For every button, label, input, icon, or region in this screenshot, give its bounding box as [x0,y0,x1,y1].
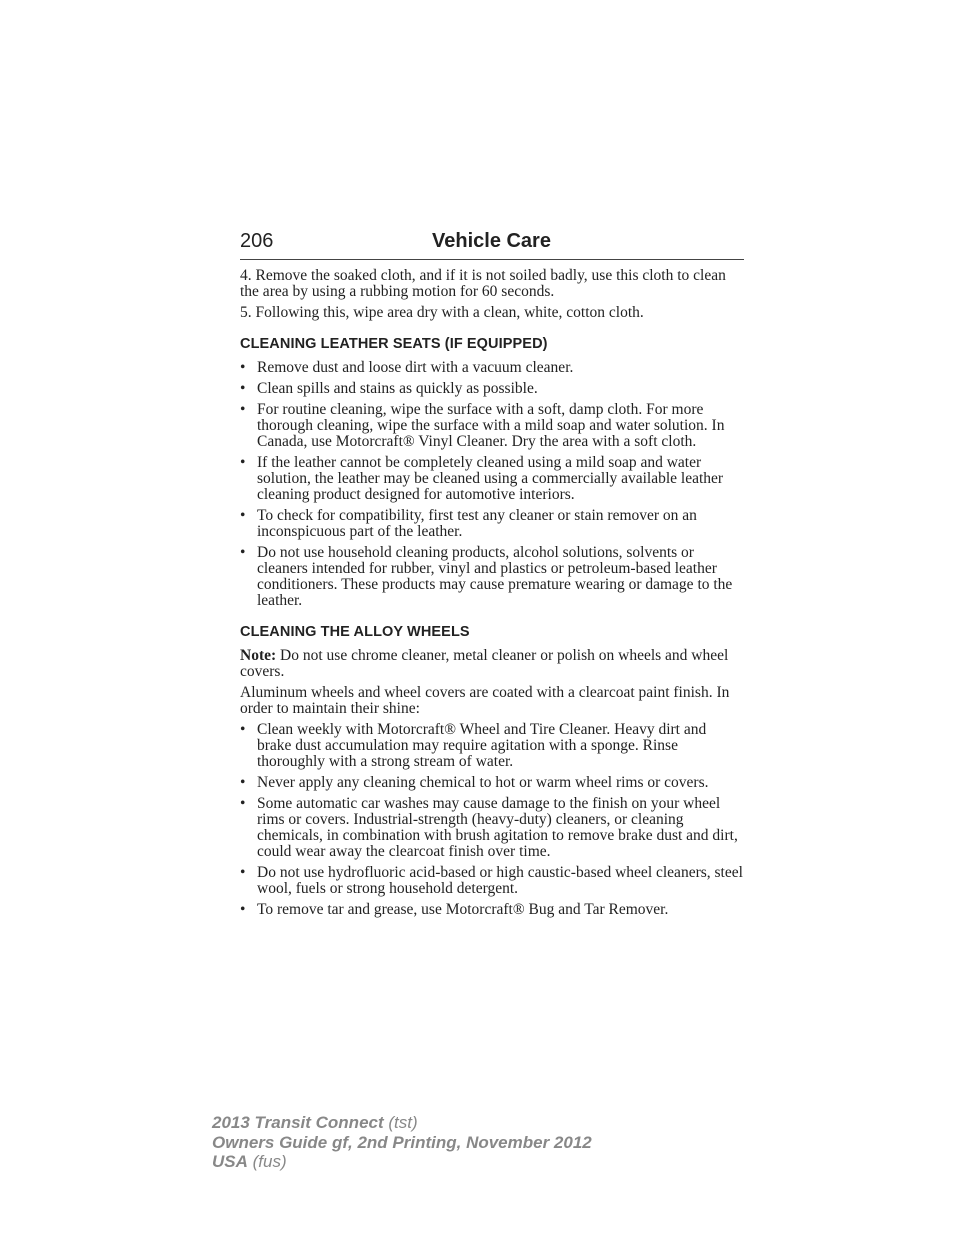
list-item: • Remove dust and loose dirt with a vacuum cleaner. [240,359,574,376]
footer-line-3: USA (fus) [212,1152,287,1171]
bullet-icon: • [240,864,246,881]
note-label: Note: [240,647,277,664]
list-item: • If the leather cannot be completely cleaned using a mild soap and water solution, the leather may be cleaned using a commercially available leather cleaning product designed for automotive interiors. [240,454,724,503]
bullet-icon: • [240,774,246,791]
bullet-icon: • [240,901,246,918]
note-text: Do not use chrome cleaner, metal cleaner or polish on wheels and wheel covers. [240,647,729,680]
section-title: Vehicle Care [432,230,551,252]
wheels-note [240,648,744,680]
list-item: • Clean weekly with Motorcraft® Wheel and Tire Cleaner. Heavy dirt and brake dust accumulation may require agitation with a sponge. Rinse thoroughly with a strong stream of water. [240,721,707,770]
list-item: • To check for compatibility, first test any cleaner or stain remover on an inconspicuous part of the leather. [240,507,697,540]
wheels-intro: Aluminum wheels and wheel covers are coated with a clearcoat paint finish. In order to maintain their shine: [240,684,730,717]
list-item: • Never apply any cleaning chemical to hot or warm wheel rims or covers. [240,774,709,791]
wheels-bullet-list [240,722,744,918]
list-item: • For routine cleaning, wipe the surface with a soft, damp cloth. For more thorough cleaning, wipe the surface with a mild soap and water solution. In Canada, use Motorcraft® Vinyl Cleaner. Dry the area with a soft cloth. [240,401,725,450]
bullet-icon: • [240,544,246,561]
list-item: • Some automatic car washes may cause damage to the finish on your wheel rims or covers. Industrial-strength (heavy-duty) cleaners, or cleaning chemicals, in combination with brush agitation to remove brake dust and dirt, could wear away the clearcoat finish over time. [240,795,738,860]
list-item: • Do not use hydrofluoric acid-based or high caustic-based wheel cleaners, steel wool, fuels or strong household detergent. [240,864,743,897]
bullet-icon: • [240,380,246,397]
page-footer [212,1113,592,1172]
bullet-icon: • [240,359,246,376]
list-item: • To remove tar and grease, use Motorcraft® Bug and Tar Remover. [240,901,669,918]
bullet-icon: • [240,401,246,418]
bullet-icon: • [240,454,246,471]
bullet-icon: • [240,507,246,524]
leather-bullet-list [240,360,744,609]
page-number: 206 [240,230,274,252]
list-item: • Clean spills and stains as quickly as possible. [240,380,538,397]
page-header [240,229,744,260]
footer-line-2: Owners Guide gf, 2nd Printing, November 2012 [212,1132,592,1152]
bullet-icon: • [240,795,246,812]
list-item: • Do not use household cleaning products, alcohol solutions, solvents or cleaners intended for rubber, vinyl and plastics or petroleum-based leather conditioners. These products may cause premature wearing or damage to the leather. [240,544,733,609]
step-5: 5. Following this, wipe area dry with a clean, white, cotton cloth. [240,304,644,321]
step-4: 4. Remove the soaked cloth, and if it is not soiled badly, use this cloth to clean the area by using a rubbing motion for 60 seconds. [240,267,726,300]
footer-line-1: 2013 Transit Connect (tst) [212,1113,418,1132]
wheels-heading: CLEANING THE ALLOY WHEELS [240,624,470,640]
bullet-icon: • [240,721,246,738]
page-content [240,268,744,923]
leather-heading: CLEANING LEATHER SEATS (IF EQUIPPED) [240,336,548,352]
